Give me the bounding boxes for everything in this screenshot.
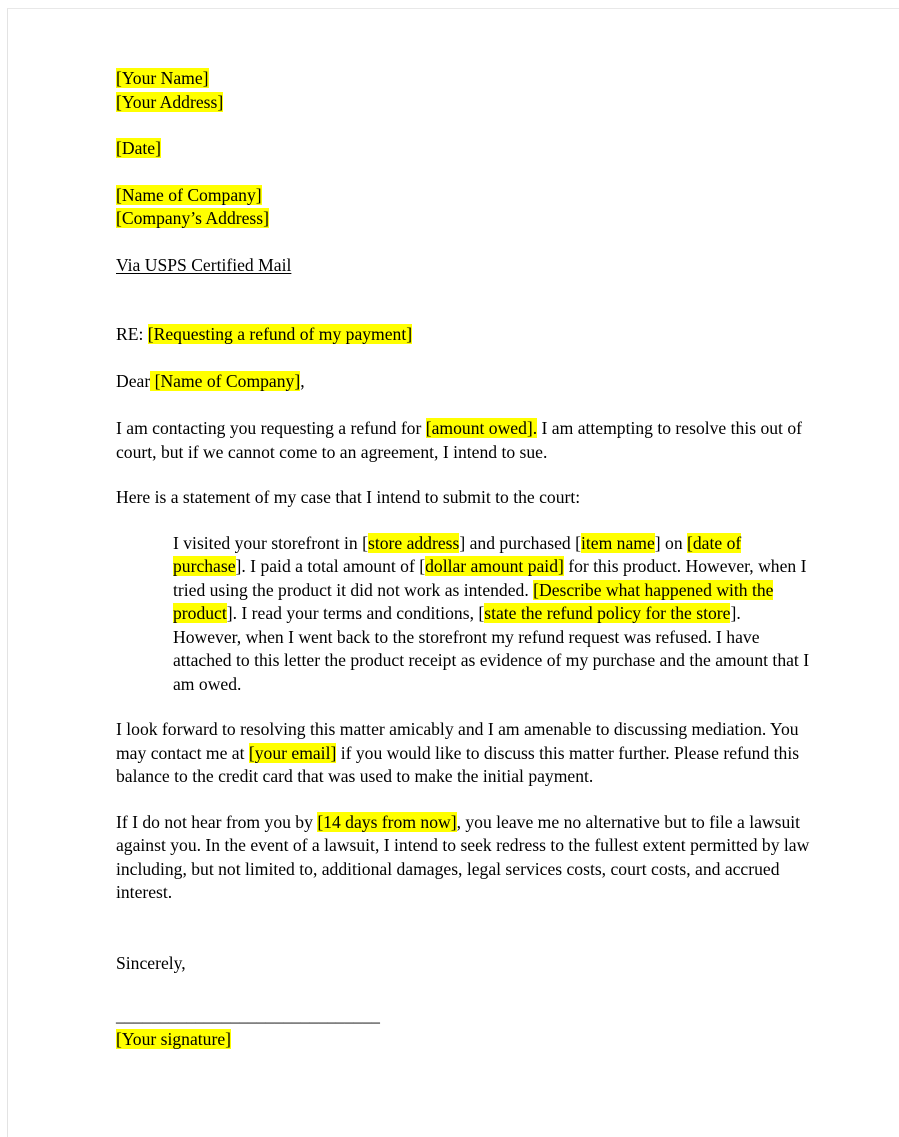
closing-salutation: Sincerely, xyxy=(116,952,186,973)
your-email-placeholder: [your email] xyxy=(248,742,337,763)
sender-name-placeholder: [Your Name] xyxy=(116,68,209,88)
recipient-address-line xyxy=(116,207,812,231)
describe-what-happened-placeholder: [Describe what happened with the product xyxy=(173,579,774,623)
salutation-line xyxy=(116,370,812,394)
recipient-address-placeholder: [Company’s Address] xyxy=(116,208,269,228)
date-placeholder: [Date] xyxy=(116,138,161,158)
document-page xyxy=(7,8,899,1137)
spacer-after-block xyxy=(116,696,812,718)
block-text-g: ]. However, when I went back to the storefront my refund request was refused. I have attached to this letter the product receipt as evidence of my purchase and the amount that I am owed. xyxy=(173,603,810,694)
block-text-a: I visited your storefront in [ xyxy=(173,532,368,553)
sender-name-line xyxy=(116,67,812,91)
subject-line xyxy=(116,323,812,347)
dollar-amount-paid-placeholder: dollar amount paid] xyxy=(425,556,564,576)
subject-prefix: RE: xyxy=(116,324,148,344)
date-of-purchase-placeholder: [date of purchase xyxy=(173,532,742,576)
sender-address-line xyxy=(116,91,812,115)
signature-placeholder: [Your signature] xyxy=(116,1028,232,1049)
spacer-after-salutation xyxy=(116,393,812,417)
spacer-after-subject xyxy=(116,347,812,370)
store-address-placeholder: store address xyxy=(367,532,460,553)
sender-address-placeholder: [Your Address] xyxy=(116,91,224,112)
paragraph-request-refund xyxy=(116,417,812,464)
p3-text-a: I look forward to resolving this matter amicably and I am amenable to discussing mediation. You may contact me at xyxy=(116,719,799,763)
signature-line xyxy=(116,1028,812,1052)
recipient-company-placeholder: [Name of Company] xyxy=(116,184,262,205)
delivery-method-text: Via USPS Certified Mail xyxy=(116,254,292,275)
block-text-f: ]. I read your terms and conditions, [ xyxy=(226,603,485,623)
spacer-before-closing xyxy=(116,905,812,952)
block-text-e: for this product. However, when I tried using the product it did not work as intended. xyxy=(173,556,807,600)
spacer-signature-space xyxy=(116,975,812,1004)
spacer-after-p2 xyxy=(116,510,812,532)
refund-policy-placeholder: state the refund policy for the store xyxy=(484,603,731,623)
deadline-placeholder: [14 days from now] xyxy=(317,811,457,832)
block-text-c: ] on xyxy=(654,532,688,553)
p4-text-a: If I do not hear from you by xyxy=(116,811,318,832)
paragraph-deadline-warning xyxy=(116,811,812,905)
amount-owed-placeholder: [amount owed]. xyxy=(425,418,538,438)
paragraph-case-statement xyxy=(173,532,812,697)
block-text-b: ] and purchased [ xyxy=(459,532,581,553)
subject-placeholder: [Requesting a refund of my payment] xyxy=(147,324,413,344)
spacer-after-p1 xyxy=(116,464,812,486)
p1-text-a: I am contacting you requesting a refund for xyxy=(116,418,426,438)
p4-text-b: , you leave me no alternative but to file a lawsuit against you. In the event of a lawsuit, I intend to seek redress to the fullest extent permitted by law including, but not limited to, additional damages, legal services costs, court costs, and accrued interest. xyxy=(116,811,810,902)
delivery-method-line xyxy=(116,254,812,278)
spacer-after-date xyxy=(116,161,812,184)
signature-rule: ______________________________ xyxy=(116,1005,380,1025)
salutation-prefix: Dear xyxy=(116,370,151,391)
p3-text-b: if you would like to discuss this matter further. Please refund this balance to the credit card that was used to make the initial payment. xyxy=(116,742,800,786)
item-name-placeholder: item name xyxy=(580,532,655,553)
p1-text-b: I am attempting to resolve this out of court, but if we cannot come to an agreement, I intend to sue. xyxy=(116,418,802,462)
letter-body xyxy=(116,67,812,1051)
salutation-company-placeholder: [Name of Company] xyxy=(150,370,301,391)
paragraph-statement-intro: Here is a statement of my case that I intend to submit to the court: xyxy=(116,487,581,507)
salutation-suffix: , xyxy=(300,370,305,391)
block-text-d: ]. I paid a total amount of [ xyxy=(235,556,426,576)
spacer-after-recipient xyxy=(116,231,812,254)
spacer-after-p3 xyxy=(116,789,812,811)
spacer-after-delivery xyxy=(116,277,812,323)
recipient-company-line xyxy=(116,184,812,208)
date-line xyxy=(116,137,812,161)
spacer-after-sender xyxy=(116,114,812,137)
paragraph-mediation xyxy=(116,718,812,789)
